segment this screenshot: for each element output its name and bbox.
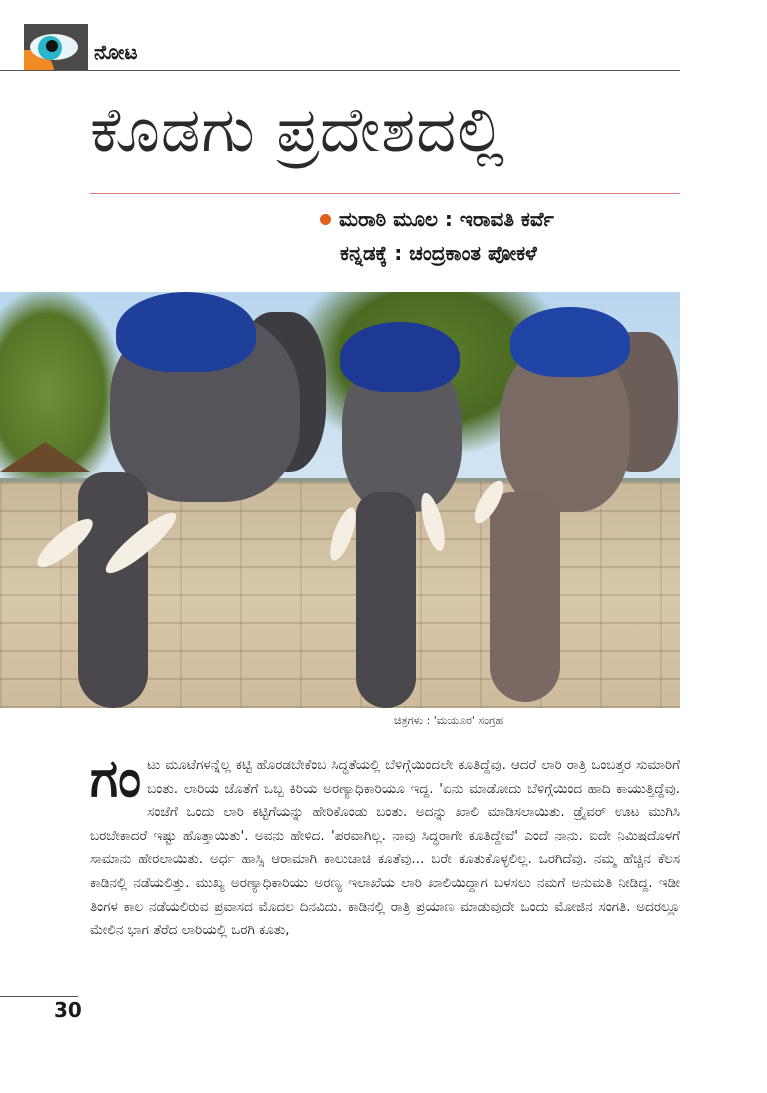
body-paragraph: ಟು ಮೂಟೆಗಳನ್ನೆಲ್ಲ ಕಟ್ಟಿ ಹೊರಡಬೇಕೆಂಬ ಸಿದ್ಧತೆಯಲ್ಲಿ ಬೆಳಿಗ್ಗೆಯಿಂದಲೇ ಕೂತಿದ್ದೆವು. ಆದರೆ ಲಾರಿ ರಾತ್ರಿ ಒಂಬತ್ತರ ಸುಮಾರಿಗೆ ಬಂತು. ಲಾರಿಯ ಜೊತೆಗೆ ಒಬ್ಬ ಕಿರಿಯ ಅರಣ್ಯಾಧಿಕಾರಿಯೂ ಇದ್ದ. 'ಏನು ಮಾಡೋದು ಬೆಳಿಗ್ಗೆಯಿಂದ ಹಾದಿ ಕಾಯುತ್ತಿದ್ದೆವು. ಸಂಜೆಗೆ ಒಂದು ಲಾರಿ ಕಟ್ಟಿಗೆಯನ್ನು ಹೇರಿಕೊಂಡು ಬಂತು. ಅದನ್ನು ಖಾಲಿ ಮಾಡಿಸಲಾಯಿತು. ಡ್ರೈವರ್ ಊಟ ಮುಗಿಸಿ ಬರಬೇಕಾದರೆ ಇಷ್ಟು ಹೊತ್ತಾಯಿತು'. ಅವನು ಹೇಳಿದ. 'ಪರವಾಗಿಲ್ಲ. ನಾವು ಸಿದ್ಧರಾಗೇ ಕೂತಿದ್ದೇವೆ' ಎಂದೆ ನಾನು. ಐದೇ ನಿಮಿಷದೊಳಗೆ ಸಾಮಾನು ಹೇರಲಾಯಿತು. ಅರ್ಧ ಹಾಸ್ಸಿ ಆರಾಮಾಗಿ ಕಾಲುಚಾಚಿ ಕೂತೆವು... ಬರೇ ಕೂತುಕೊಳ್ಳಲಿಲ್ಲ. ಒರಗಿದೆವು. ನಮ್ಮ ಹೆಚ್ಚಿನ ಕೆಲಸ ಕಾಡಿನಲ್ಲಿ ನಡೆಯಲಿತ್ತು. ಮುಖ್ಯ ಅರಣ್ಯಾಧಿಕಾರಿಯು ಅರಣ್ಯ ಇಲಾಖೆಯ ಲಾರಿ ಖಾಲಿಯಿದ್ದಾಗ ಬಳಸಲು ನಮಗೆ ಅನುಮತಿ ನೀಡಿದ್ದ. ಇಡೀ ತಿಂಗಳ ಕಾಲ ನಡೆಯಲಿರುವ ಪ್ರವಾಸದ ಮೊದಲ ದಿನವಿದು. ಕಾಡಿನಲ್ಲಿ ರಾತ್ರಿ ಪ್ರಯಾಣ ಮಾಡುವುದೇ ಒಂದು ಮೋಜಿನ ಸಂಗತಿ. ಅದರಲ್ಲೂ ಮೇಲಿನ ಭಾಗ ತೆರೆದ ಲಾರಿಯಲ್ಲಿ ಒರಗಿ ಕೂತು,: [90, 757, 680, 939]
article-title: ಕೊಡಗು ಪ್ರದೇಶದಲ್ಲಿ: [90, 93, 506, 166]
original-author-text: ಮರಾಠಿ ಮೂಲ : ಇರಾವತಿ ಕರ್ವೆ: [339, 207, 554, 231]
eye-icon: [24, 24, 88, 70]
elephants-photo: [0, 292, 680, 708]
section-label: ನೋಟ: [94, 40, 138, 64]
bullet-icon: [320, 214, 331, 225]
header-divider: [0, 70, 680, 71]
page-number: 30: [54, 998, 82, 1022]
translator-text: ಕನ್ನಡಕ್ಕೆ : ಚಂದ್ರಕಾಂತ ಪೋಕಳೆ: [340, 241, 537, 265]
translator-credit: [320, 236, 680, 270]
article-credits: [320, 202, 680, 270]
footer-divider: [0, 996, 78, 997]
photo-caption: ಚಿತ್ರಗಳು : 'ಮಯೂರ' ಸಂಗ್ರಹ: [394, 714, 504, 727]
original-author-credit: [320, 202, 680, 236]
drop-cap: ಗಂ: [90, 749, 142, 809]
title-divider: [90, 193, 680, 194]
magazine-section-header: [24, 24, 138, 70]
article-body: [90, 749, 680, 943]
